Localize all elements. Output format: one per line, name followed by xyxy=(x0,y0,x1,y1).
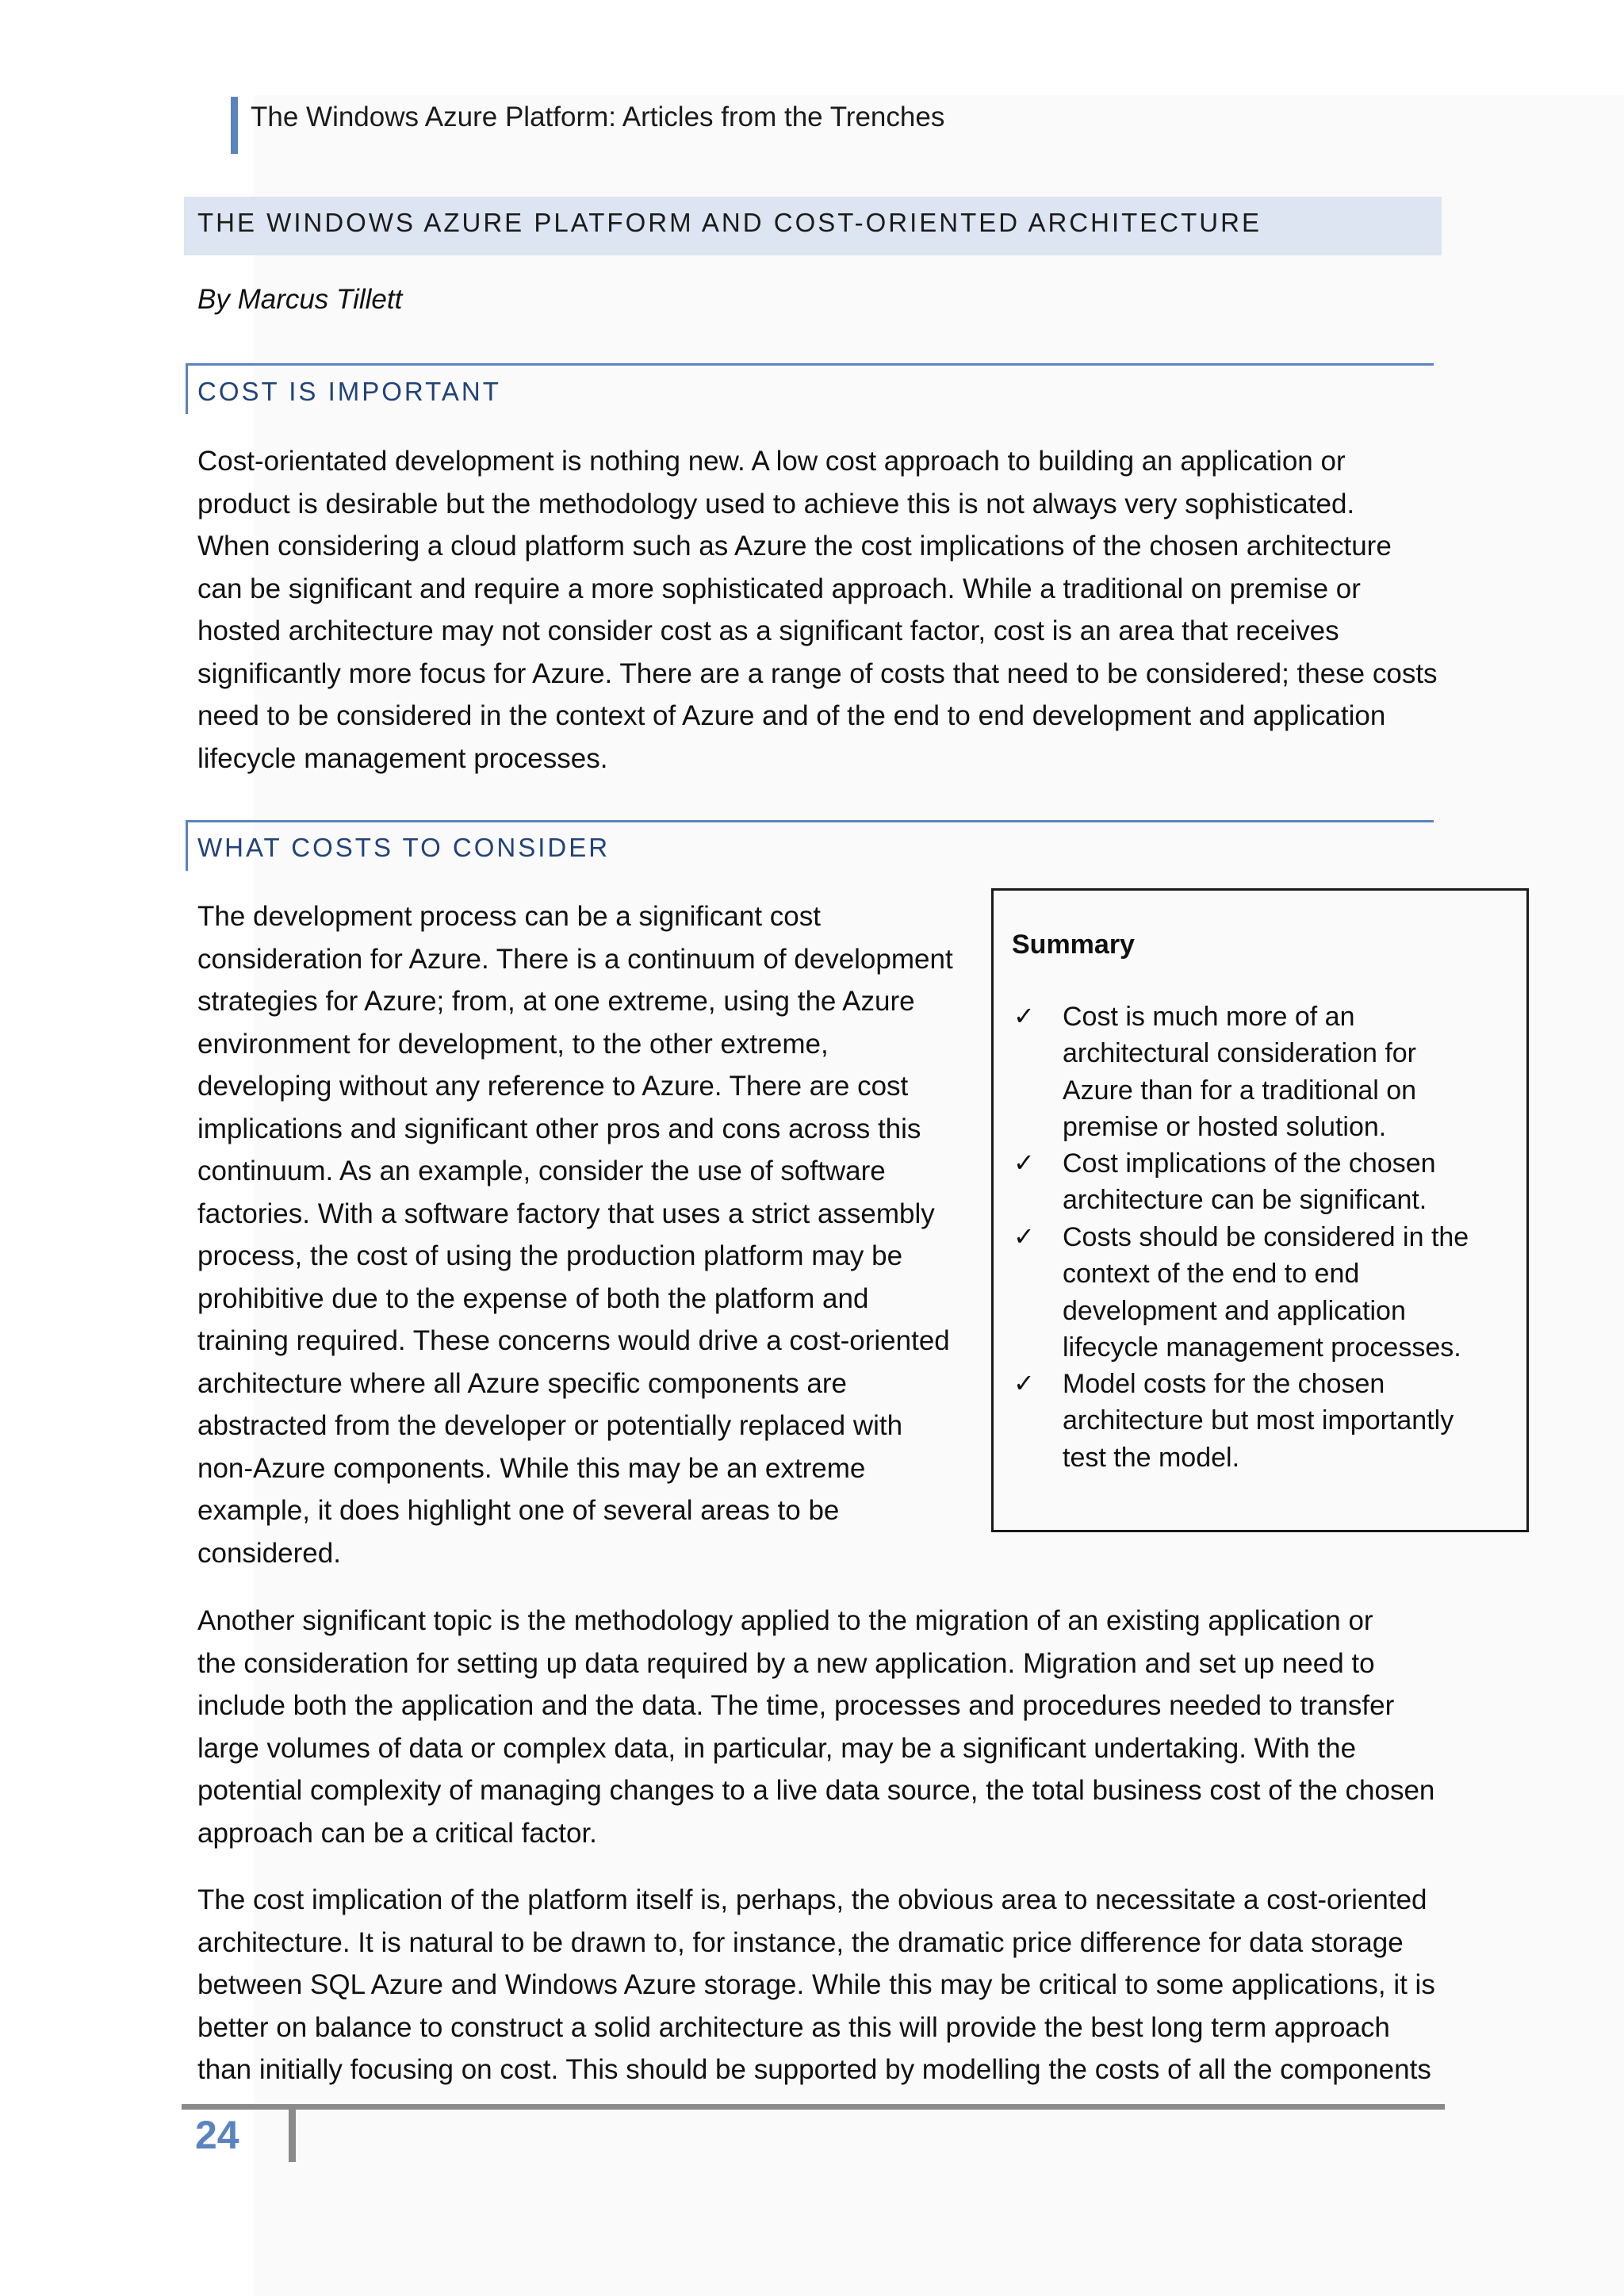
checkmark-icon: ✓ xyxy=(1013,1368,1035,1398)
text-line: Cost-orientated development is nothing new. A low cost approach to building an application or xyxy=(197,446,1346,477)
text-line: prohibitive due to the expense of both the platform and xyxy=(197,1282,869,1314)
footer-rule xyxy=(182,2104,1445,2110)
text-line: can be significant and require a more sophisticated approach. While a traditional on premise or xyxy=(197,573,1361,604)
text-line: strategies for Azure; from, at one extreme, using the Azure xyxy=(197,986,915,1017)
section-rule-what-costs xyxy=(186,820,1434,822)
page-number: 24 xyxy=(195,2113,239,2157)
text-line: abstracted from the developer or potentially replaced with xyxy=(197,1410,903,1441)
text-line: architecture where all Azure specific components are xyxy=(197,1367,848,1399)
text-line: better on balance to construct a solid architecture as this will provide the best long term approach xyxy=(197,2011,1390,2043)
text-line: consideration for Azure. There is a continuum of development xyxy=(197,943,953,975)
checkmark-icon: ✓ xyxy=(1013,1148,1035,1178)
text-line: non-Azure components. While this may be an extreme xyxy=(197,1452,866,1484)
section-heading-what-costs: WHAT COSTS TO CONSIDER xyxy=(197,833,611,862)
text-line: implications and significant other pros and cons across this xyxy=(197,1113,921,1144)
text-line: between SQL Azure and Windows Azure storage. While this may be critical to some applications, it is xyxy=(197,1969,1435,2000)
summary-line: test the model. xyxy=(1063,1442,1240,1473)
summary-line: Cost implications of the chosen xyxy=(1063,1148,1436,1179)
text-line: example, it does highlight one of several areas to be xyxy=(197,1495,840,1526)
text-line: When considering a cloud platform such as Azure the cost implications of the chosen architecture xyxy=(197,531,1392,562)
summary-line: lifecycle management processes. xyxy=(1063,1332,1461,1363)
text-line: than initially focusing on cost. This should be supported by modelling the costs of all the components xyxy=(197,2054,1431,2085)
text-line: lifecycle management processes. xyxy=(197,742,608,774)
checkmark-icon: ✓ xyxy=(1013,1001,1035,1031)
section-rule-cost-important xyxy=(186,363,1434,366)
summary-line: architecture can be significant. xyxy=(1063,1185,1427,1216)
text-line: architecture. It is natural to be drawn to, for instance, the dramatic price difference for data storage xyxy=(197,1926,1404,1958)
text-line: large volumes of data or complex data, in particular, may be a significant undertaking. With the xyxy=(197,1732,1357,1764)
summary-line: architecture but most importantly xyxy=(1063,1405,1454,1436)
summary-line: Costs should be considered in the xyxy=(1063,1222,1469,1252)
text-line: significantly more focus for Azure. There are a range of costs that need to be considered; these costs xyxy=(197,657,1438,689)
summary-line: context of the end to end xyxy=(1063,1259,1360,1290)
text-line: need to be considered in the context of Azure and of the end to end development and application xyxy=(197,700,1386,731)
paragraph-what-costs-2 xyxy=(197,1600,1434,1854)
checkmark-icon: ✓ xyxy=(1013,1221,1035,1251)
article-title: THE WINDOWS AZURE PLATFORM AND COST-ORIENTED ARCHITECTURE xyxy=(197,208,1262,237)
text-line: potential complexity of managing changes to a live data source, the total business cost of the chosen xyxy=(197,1775,1435,1806)
header-accent-bar xyxy=(231,97,238,154)
text-line: the consideration for setting up data required by a new application. Migration and set up need to xyxy=(197,1647,1375,1679)
text-line: developing without any reference to Azure. There are cost xyxy=(197,1071,909,1102)
summary-line: Cost is much more of an xyxy=(1063,1002,1355,1032)
text-line: include both the application and the data. The time, processes and procedures needed to transfer xyxy=(197,1690,1395,1721)
footer-divider-bar xyxy=(289,2106,296,2162)
text-line: The cost implication of the platform itself is, perhaps, the obvious area to necessitate a cost-oriented xyxy=(197,1884,1427,1915)
summary-line: Model costs for the chosen xyxy=(1063,1369,1385,1399)
text-line: Another significant topic is the methodology applied to the migration of an existing application or xyxy=(197,1605,1373,1636)
text-line: continuum. As an example, consider the use of software xyxy=(197,1156,886,1186)
text-line: product is desirable but the methodology used to achieve this is not always very sophisticated. xyxy=(197,488,1355,519)
section-leftbar-cost-important xyxy=(186,363,188,414)
article-byline: By Marcus Tillett xyxy=(197,284,403,315)
text-line: training required. These concerns would drive a cost-oriented xyxy=(197,1325,950,1356)
section-heading-cost-important: COST IS IMPORTANT xyxy=(197,377,501,406)
text-line: process, the cost of using the production platform may be xyxy=(197,1240,903,1271)
paragraph-cost-important xyxy=(197,440,1438,780)
section-leftbar-what-costs xyxy=(186,820,188,871)
text-line: considered. xyxy=(197,1537,341,1569)
summary-line: Azure than for a traditional on xyxy=(1063,1075,1417,1106)
text-line: The development process can be a significant cost xyxy=(197,901,821,932)
running-header-title: The Windows Azure Platform: Articles from the Trenches xyxy=(251,102,945,132)
paragraph-what-costs-1 xyxy=(197,895,953,1574)
paragraph-what-costs-3 xyxy=(197,1879,1435,2091)
summary-title: Summary xyxy=(1012,930,1135,960)
summary-line: development and application xyxy=(1063,1295,1406,1326)
text-line: environment for development, to the other extreme, xyxy=(197,1028,829,1060)
summary-line: premise or hosted solution. xyxy=(1063,1111,1387,1142)
summary-line: architectural consideration for xyxy=(1063,1038,1417,1069)
text-line: hosted architecture may not consider cost as a significant factor, cost is an area that receives xyxy=(197,615,1339,646)
text-line: factories. With a software factory that uses a strict assembly xyxy=(197,1198,935,1229)
text-line: approach can be a critical factor. xyxy=(197,1817,597,1849)
